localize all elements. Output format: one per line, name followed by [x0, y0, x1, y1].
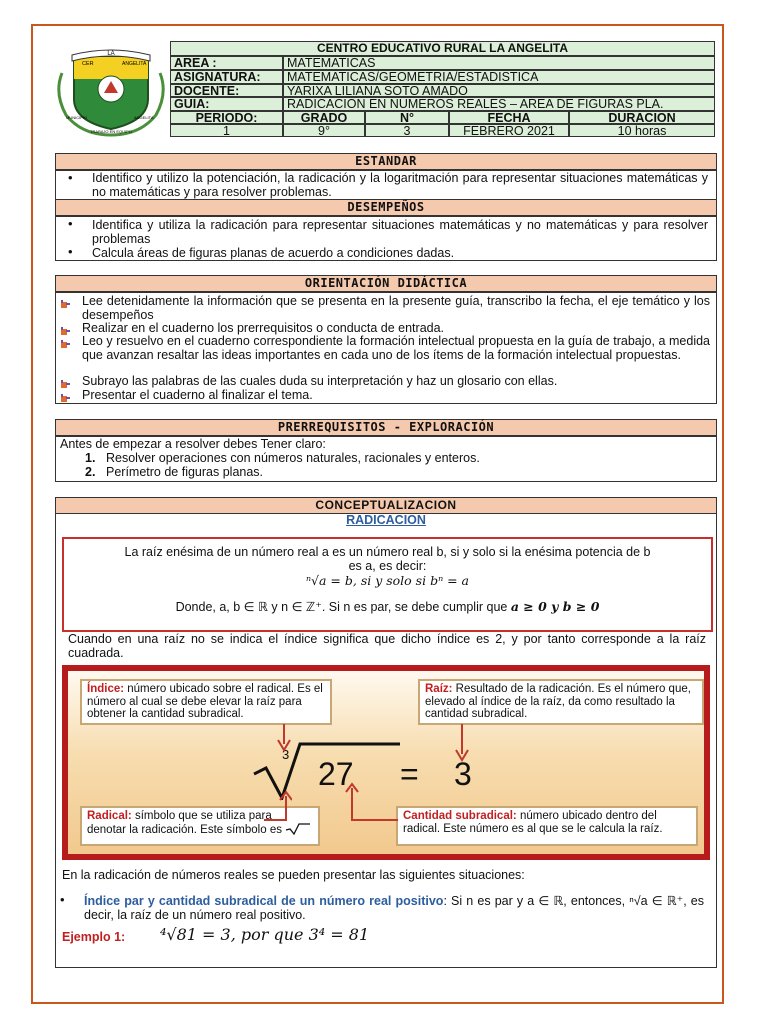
- radical-result: 3: [454, 756, 472, 792]
- prerrequisito-number: 1.: [85, 451, 96, 465]
- school-name-bar: [170, 41, 715, 56]
- numero-header: N°: [365, 111, 449, 124]
- fecha-header: FECHA: [449, 111, 569, 124]
- guia-value: RADICACION EN NUMEROS REALES – AREA DE FIGURAS PLA.: [283, 97, 715, 111]
- pointing-hand-icon: [60, 296, 71, 307]
- arrow-to-index-icon: [276, 724, 292, 752]
- estandar-title: ESTANDAR: [55, 153, 717, 170]
- case-1-text: : Si n es par y a ∈ ℝ, entonces, ⁿ√a ∈ ℝ⁺, es decir, la raíz de un número real positivo.: [84, 894, 705, 922]
- orientacion-item: Realizar en el cuaderno los prerrequisitos o conducta de entrada.: [82, 321, 445, 335]
- duracion-value: 10 horas: [569, 124, 715, 137]
- estandar-item: Identifico y utilizo la potenciación, la radicación y la logaritmación para representar situaciones matemáticas y no matemáticas y para resolver problemas.: [92, 171, 708, 199]
- bullet-dot: •: [68, 170, 73, 185]
- orientacion-item: Subrayo las palabras de las cuales duda su interpretación y haz un glosario con ellas.: [82, 374, 558, 388]
- orientacion-item: Presentar el cuaderno al finalizar el tema.: [82, 388, 313, 402]
- indice-note: [80, 679, 332, 725]
- arrow-to-result-icon: [454, 724, 470, 762]
- area-label: AREA :: [170, 56, 283, 70]
- guia-label: GUIA:: [170, 97, 283, 111]
- desempenos-title: DESEMPEÑOS: [55, 199, 717, 216]
- raiz-text: Resultado de la radicación. Es el número que, elevado al índice de la raíz, da como resultado la cantidad subradical.: [425, 683, 691, 720]
- prerrequisito-number: 2.: [85, 465, 96, 479]
- radicacion-subtitle[interactable]: RADICACION: [346, 513, 426, 527]
- definition-line-2: es a, es decir:: [348, 559, 427, 573]
- condition-math: a ≥ 0 y b ≥ 0: [510, 599, 600, 614]
- asignatura-label: ASIGNATURA:: [170, 70, 283, 84]
- logo-right-text: ANGELITA: [122, 61, 147, 67]
- logo-bottom-right-text: ANGELITA: [134, 115, 154, 120]
- case-1: [84, 894, 704, 922]
- indice-text: número ubicado sobre el radical. Es el número al cual se debe elevar la raíz para obtener la cantidad subradical.: [87, 683, 323, 720]
- asignatura-value: MATEMATICAS/GEOMETRIA/ESTADISTICA: [283, 70, 715, 84]
- prerrequisitos-intro: Antes de empezar a resolver debes Tener claro:: [60, 437, 326, 451]
- radicand-value: 27: [318, 756, 354, 792]
- numero-value: 3: [365, 124, 449, 137]
- arrow-to-radical-icon: [262, 790, 292, 822]
- pointing-hand-icon: [60, 336, 71, 347]
- bullet-dot: •: [68, 244, 73, 259]
- prerrequisito-item: Perímetro de figuras planas.: [106, 465, 264, 479]
- desempeno-item: Calcula áreas de figuras planas de acuerdo a condiciones dadas.: [92, 246, 455, 260]
- prerrequisitos-title: PRERREQUISITOS - EXPLORACIÓN: [55, 419, 717, 436]
- fecha-value: FEBRERO 2021: [449, 124, 569, 137]
- docente-label: DOCENTE:: [170, 84, 283, 97]
- periodo-value: 1: [170, 124, 283, 137]
- indice-label: Índice:: [87, 683, 125, 695]
- logo-bottom-left-text: MUNICIPIO: [66, 115, 88, 120]
- conceptualizacion-title: CONCEPTUALIZACION: [55, 497, 717, 514]
- situations-intro: En la radicación de números reales se pueden presentar las siguientes situaciones:: [62, 868, 525, 882]
- equals-sign: =: [400, 756, 419, 792]
- raiz-label: Raíz:: [425, 683, 453, 695]
- prerrequisito-item: Resolver operaciones con números naturales, racionales y enteros.: [106, 451, 480, 465]
- cantidad-note: [396, 806, 698, 846]
- periodo-header: PERIODO:: [170, 111, 283, 124]
- radical-symbol-icon: [285, 823, 311, 835]
- bullet-dot: •: [68, 216, 73, 231]
- school-name: CENTRO EDUCATIVO RURAL LA ANGELITA: [316, 41, 569, 55]
- definition-formula: ⁿ√a = b, si y solo si bⁿ = a: [305, 573, 470, 588]
- logo-left-text: CER: [82, 61, 94, 67]
- definition-condition: [66, 599, 709, 614]
- cantidad-label: Cantidad subradical:: [403, 810, 517, 822]
- radical-text: símbolo que se utiliza para denotar la radicación. Este símbolo es: [87, 810, 282, 836]
- pointing-hand-icon: [60, 376, 71, 387]
- pointing-hand-icon: [60, 390, 71, 401]
- pointing-hand-icon: [60, 323, 71, 334]
- arrow-to-radicand-icon: [340, 782, 400, 822]
- logo-motto: TRABAJO EN EQUIPO: [90, 129, 132, 134]
- index-note: Cuando en una raíz no se indica el índice significa que dicho índice es 2, y por tanto corresponde a la raíz cuadrada.: [68, 632, 706, 660]
- school-logo: [52, 43, 170, 137]
- condition-text: Donde, a, b ∈ ℝ y n ∈ ℤ⁺. Si n es par, se debe cumplir que: [175, 600, 508, 614]
- radical-index: 3: [282, 747, 290, 762]
- orientacion-item: Leo y resuelvo en el cuaderno correspondiente la formación intelectual propuesta en la guía de trabajo, a medida que avanzan resaltar las ideas importantes en cada uno de los ítems de la formación intelectual propuestas.: [82, 334, 710, 362]
- orientacion-title: ORIENTACIÓN DIDÁCTICA: [55, 275, 717, 292]
- bullet-dot: •: [60, 892, 65, 907]
- desempeno-item: Identifica y utiliza la radicación para representar situaciones matemáticas y no matemáticas y para resolver problemas: [92, 218, 708, 246]
- grado-value: 9°: [283, 124, 365, 137]
- cantidad-text: número ubicado dentro del radical. Este número es al que se le calcula la raíz.: [403, 810, 663, 835]
- duracion-header: DURACION: [569, 111, 715, 124]
- example-label: Ejemplo 1:: [62, 930, 126, 944]
- docente-value: YARIXA LILIANA SOTO AMADO: [283, 84, 715, 97]
- definition-line-1: La raíz enésima de un número real a es un número real b, si y solo si la enésima potencia de b: [124, 545, 651, 559]
- area-value: MATEMATICAS: [283, 56, 715, 70]
- orientacion-item: Lee detenidamente la información que se presenta en la presente guía, transcribo la fecha, el eje temático y los desempeños: [82, 294, 710, 322]
- logo-top-text: LA: [107, 51, 115, 57]
- grado-header: GRADO: [283, 111, 365, 124]
- raiz-note: [418, 679, 704, 725]
- example-math: ⁴√81 = 3, por que 3⁴ = 81: [160, 925, 370, 944]
- case-1-title: Índice par y cantidad subradical de un número real positivo: [84, 894, 444, 908]
- radical-label: Radical:: [87, 810, 132, 822]
